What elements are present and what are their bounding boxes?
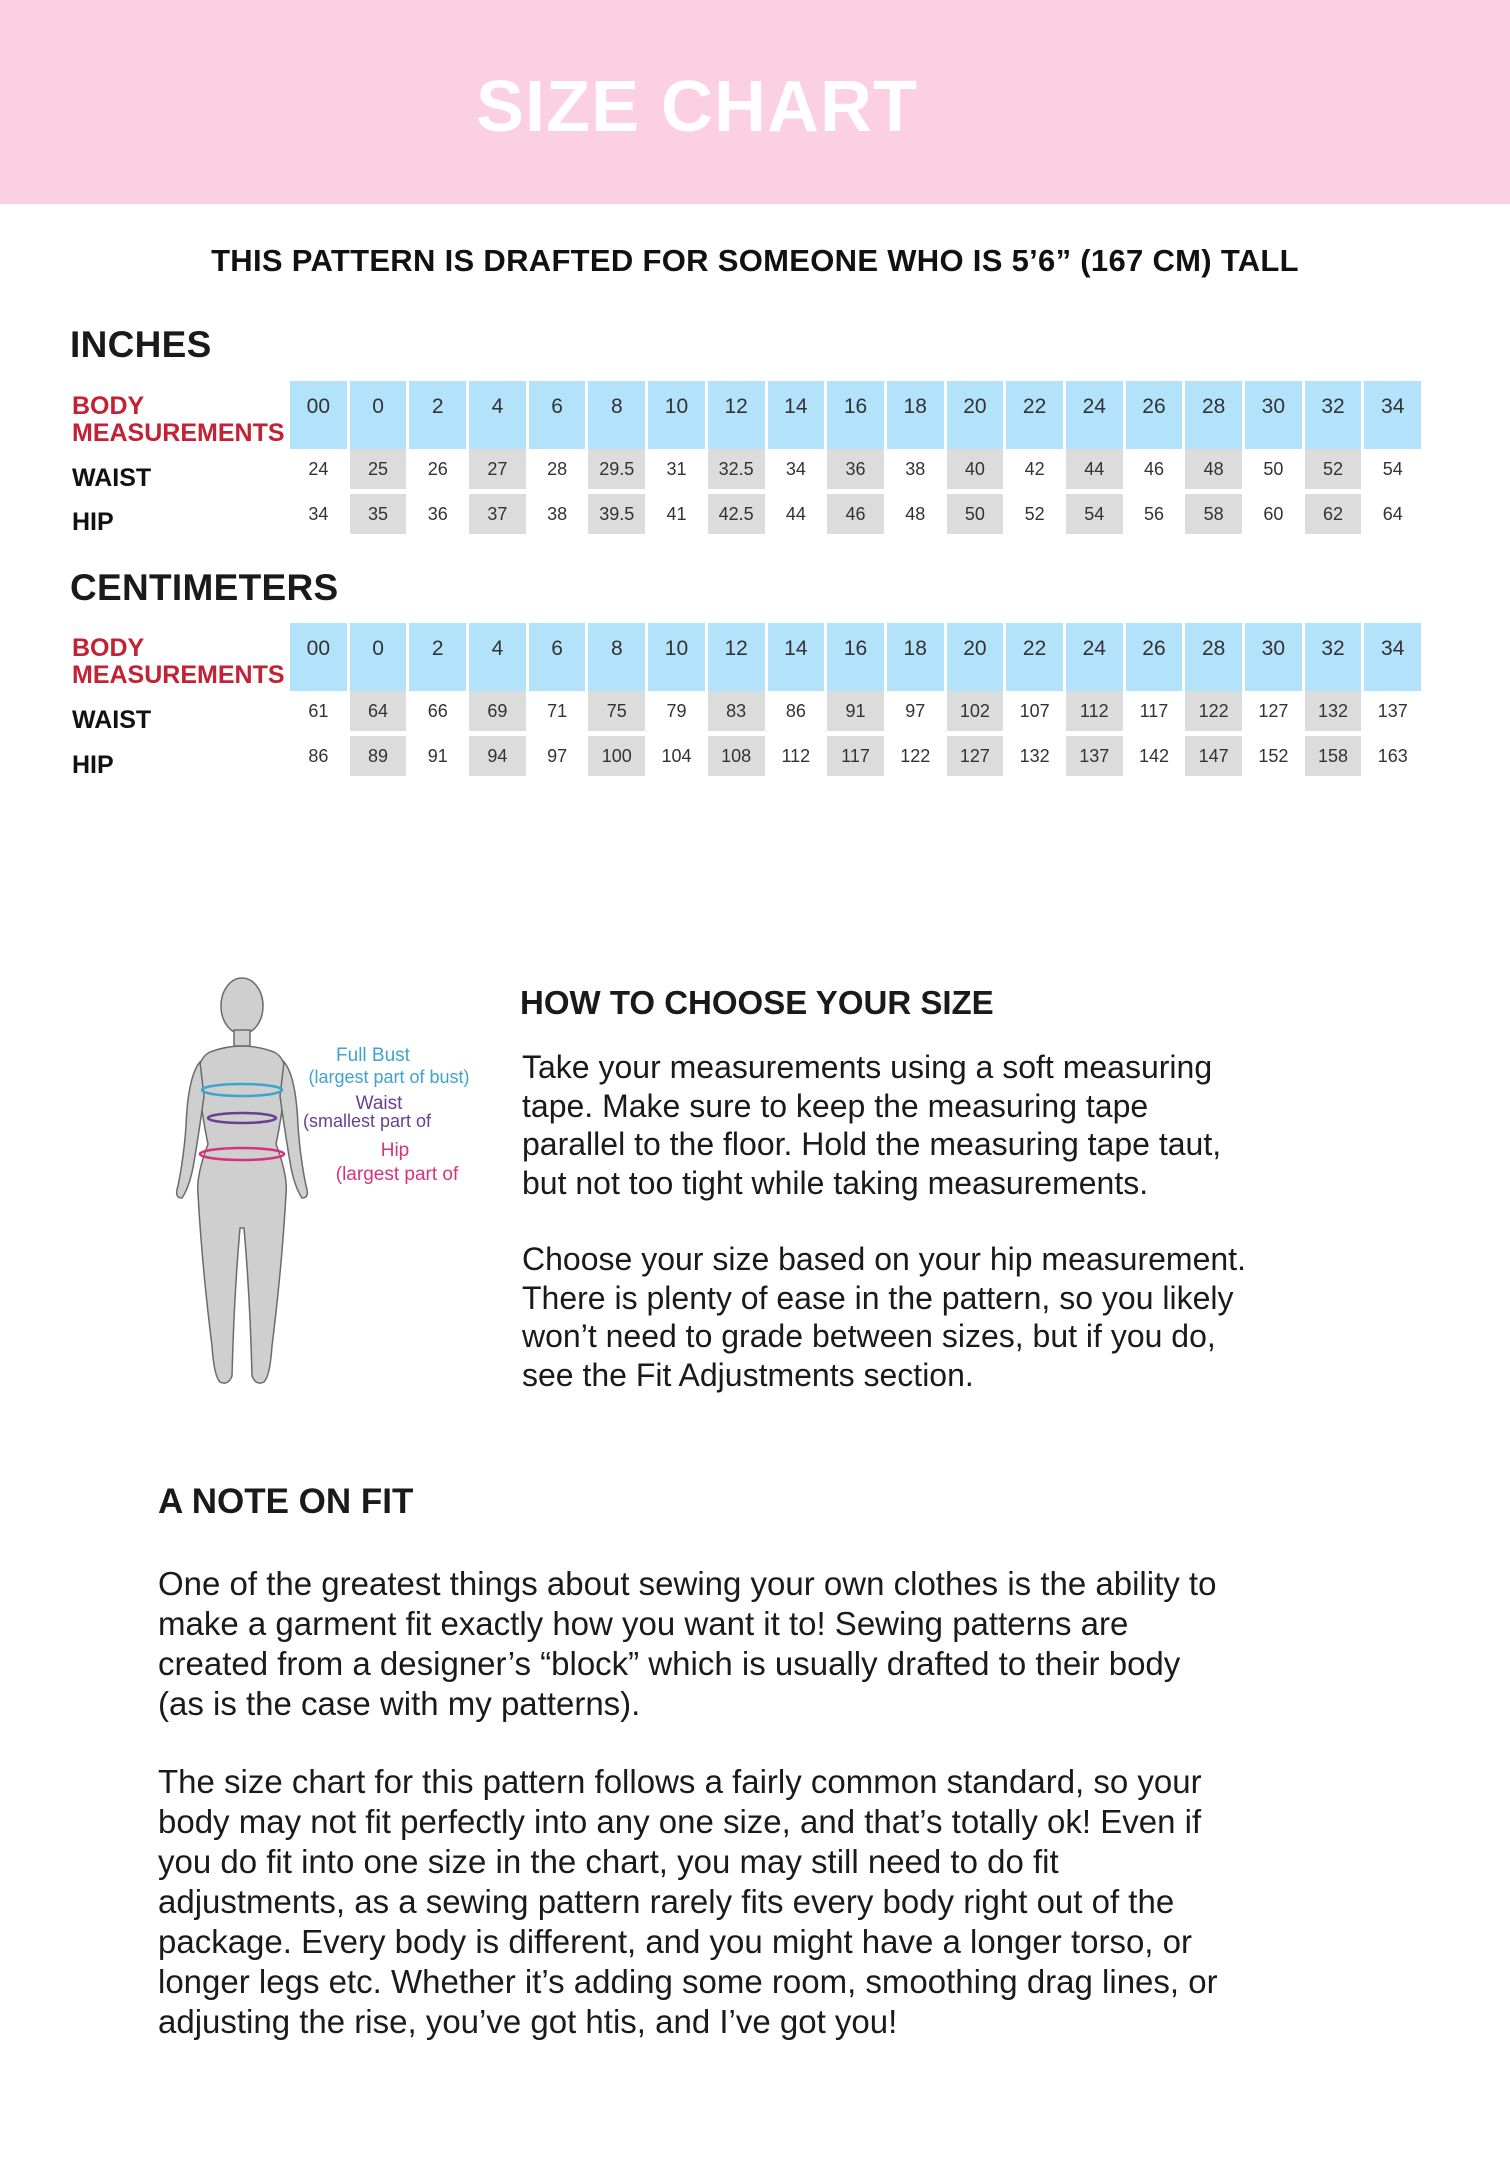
hip-value-cell: 142 (1138, 746, 1169, 766)
hip-value-cell: 94 (469, 736, 526, 776)
bust-label: Full Bust (336, 1045, 410, 1066)
waist-value-cell: 46 (1143, 459, 1164, 479)
hip-value-cell: 58 (1185, 494, 1242, 534)
size-header-cell: 12 (708, 381, 765, 449)
waist-value-cell: 61 (308, 701, 329, 721)
cm-hip-label: HIP (72, 751, 114, 779)
hip-value-cell: 104 (661, 746, 692, 766)
hip-value-cell: 112 (781, 746, 811, 766)
note-paragraph-1: One of the greatest things about sewing your own clothes is the ability to make a garment fit exactly how you want it to! Sewing patterns are created from a designer’s “block” which is usually drafted to their body (as is the case with my patterns). (158, 1565, 1217, 1722)
centimeters-heading: CENTIMETERS (70, 567, 339, 608)
waist-value-cell: 52 (1305, 449, 1362, 489)
size-header-cell: 00 (290, 381, 347, 449)
size-header-cell: 14 (768, 381, 825, 449)
waist-value-cell: 48 (1185, 449, 1242, 489)
how-to-heading: HOW TO CHOOSE YOUR SIZE (520, 984, 994, 1021)
hip-value-cell: 42.5 (708, 494, 765, 534)
how-to-paragraph-2: Choose your size based on your hip measurement. There is plenty of ease in the pattern, so you likely won’t need to grade between sizes, but if you do, see the Fit Adjustments section. (522, 1241, 1246, 1393)
how-to-paragraph-1: Take your measurements using a soft measuring tape. Make sure to keep the measuring tape parallel to the floor. Hold the measuring tape taut, but not too tight while taking measurements. (522, 1049, 1222, 1201)
waist-value-cell: 26 (427, 459, 448, 479)
hip-value-cell: 122 (900, 746, 931, 766)
hip-value-cell: 34 (308, 504, 329, 524)
size-header-cell: 18 (887, 623, 944, 691)
size-header-cell: 34 (1364, 381, 1421, 449)
hip-value-cell: 56 (1143, 504, 1164, 524)
hip-value-cell: 36 (427, 504, 448, 524)
size-header-cell: 22 (1006, 623, 1063, 691)
size-header-cell: 12 (708, 623, 765, 691)
waist-value-cell: 44 (1066, 449, 1123, 489)
hip-value-cell: 89 (350, 736, 407, 776)
hip-value-cell: 132 (1019, 746, 1050, 766)
size-header-cell: 4 (469, 381, 526, 449)
hip-value-cell: 52 (1024, 504, 1045, 524)
inches-body-label: BODY (72, 392, 145, 420)
waist-value-cell: 112 (1066, 691, 1123, 731)
waist-label: Waist (355, 1093, 403, 1114)
size-header-cell: 8 (588, 381, 645, 449)
inches-waist-row (290, 449, 1421, 489)
size-header-cell: 6 (529, 381, 586, 449)
waist-value-cell: 24 (308, 459, 329, 479)
size-header-cell: 34 (1364, 623, 1421, 691)
cm-waist-row (290, 691, 1421, 731)
hip-value-cell: 64 (1382, 504, 1403, 524)
size-header-cell: 30 (1245, 623, 1302, 691)
waist-value-cell: 79 (666, 701, 687, 721)
waist-value-cell: 50 (1263, 459, 1284, 479)
size-header-cell: 24 (1066, 623, 1123, 691)
size-header-cell: 0 (350, 623, 407, 691)
hip-value-cell: 137 (1066, 736, 1123, 776)
hip-value-cell: 41 (666, 504, 687, 524)
size-header-cell: 26 (1126, 623, 1183, 691)
hip-value-cell: 97 (547, 746, 568, 766)
inches-size-row (290, 381, 1421, 449)
waist-value-cell: 54 (1382, 459, 1403, 479)
hip-value-cell: 147 (1185, 736, 1242, 776)
size-header-cell: 28 (1185, 623, 1242, 691)
size-header-cell: 32 (1305, 381, 1362, 449)
inches-heading: INCHES (70, 324, 212, 365)
cm-hip-row (290, 736, 1421, 776)
waist-value-cell: 91 (827, 691, 884, 731)
cm-size-row (290, 623, 1421, 691)
waist-value-cell: 32.5 (708, 449, 765, 489)
size-header-cell: 20 (947, 623, 1004, 691)
size-header-cell: 6 (529, 623, 586, 691)
size-header-cell: 16 (827, 381, 884, 449)
size-header-cell: 18 (887, 381, 944, 449)
inches-hip-label: HIP (72, 508, 114, 536)
page-title: SIZE CHART (476, 67, 918, 147)
bust-sub-label: (largest part of bust) (308, 1067, 470, 1087)
size-header-cell: 30 (1245, 381, 1302, 449)
waist-value-cell: 36 (827, 449, 884, 489)
size-header-cell: 22 (1006, 381, 1063, 449)
size-header-cell: 2 (409, 381, 466, 449)
hip-value-cell: 163 (1377, 746, 1408, 766)
hip-value-cell: 158 (1305, 736, 1362, 776)
waist-value-cell: 117 (1139, 701, 1169, 721)
inches-measurements-label: MEASUREMENTS (72, 419, 285, 447)
size-header-cell: 26 (1126, 381, 1183, 449)
size-header-cell: 20 (947, 381, 1004, 449)
size-header-cell: 00 (290, 623, 347, 691)
waist-value-cell: 28 (547, 459, 568, 479)
hip-label: Hip (380, 1140, 410, 1161)
hip-value-cell: 50 (947, 494, 1004, 534)
hip-value-cell: 86 (308, 746, 329, 766)
size-header-cell: 14 (768, 623, 825, 691)
waist-value-cell: 69 (469, 691, 526, 731)
size-header-cell: 24 (1066, 381, 1123, 449)
size-header-cell: 8 (588, 623, 645, 691)
waist-value-cell: 29.5 (588, 449, 645, 489)
inches-hip-row (290, 494, 1421, 534)
waist-value-cell: 137 (1377, 701, 1408, 721)
waist-value-cell: 27 (469, 449, 526, 489)
waist-value-cell: 107 (1019, 701, 1050, 721)
body-measurement-figure (170, 966, 490, 1396)
size-header-cell: 10 (648, 623, 705, 691)
size-header-cell: 0 (350, 381, 407, 449)
note-paragraph-2: The size chart for this pattern follows a fairly common standard, so your body may not fit perfectly into any one size, and that’s totally ok! Even if you do fit into one size in the chart, you may still need to do fit adjustments, as a sewing pattern rarely fits every body right out of the package. Every body is different, and you might have a longer torso, or longer legs etc. Whether it’s adding some room, smoothing drag lines, or adjusting the rise, you’ve got htis, and I’ve got you! (158, 1763, 1218, 2040)
hip-value-cell: 38 (547, 504, 568, 524)
waist-value-cell: 38 (905, 459, 926, 479)
waist-value-cell: 71 (547, 701, 568, 721)
hip-value-cell: 62 (1305, 494, 1362, 534)
hip-value-cell: 117 (827, 736, 884, 776)
hip-value-cell: 152 (1258, 746, 1289, 766)
cm-measurements-label: MEASUREMENTS (72, 661, 285, 689)
hip-value-cell: 100 (588, 736, 645, 776)
waist-value-cell: 86 (785, 701, 806, 721)
hip-sub-label: (largest part of (335, 1164, 459, 1185)
hip-value-cell: 39.5 (588, 494, 645, 534)
waist-value-cell: 83 (708, 691, 765, 731)
waist-value-cell: 97 (905, 701, 926, 721)
waist-value-cell: 102 (947, 691, 1004, 731)
note-heading: A NOTE ON FIT (158, 1482, 414, 1521)
waist-value-cell: 122 (1185, 691, 1242, 731)
hip-value-cell: 46 (827, 494, 884, 534)
waist-value-cell: 34 (785, 459, 806, 479)
pattern-height-note: THIS PATTERN IS DRAFTED FOR SOMEONE WHO IS 5’6” (167 CM) TALL (211, 243, 1299, 278)
waist-value-cell: 132 (1305, 691, 1362, 731)
size-header-cell: 2 (409, 623, 466, 691)
body-silhouette (177, 978, 308, 1383)
size-header-cell: 4 (469, 623, 526, 691)
hip-value-cell: 108 (708, 736, 765, 776)
hip-value-cell: 127 (947, 736, 1004, 776)
hip-value-cell: 35 (350, 494, 407, 534)
hip-value-cell: 60 (1263, 504, 1284, 524)
size-header-cell: 32 (1305, 623, 1362, 691)
waist-value-cell: 64 (350, 691, 407, 731)
waist-value-cell: 25 (350, 449, 407, 489)
cm-body-label: BODY (72, 634, 145, 662)
waist-value-cell: 127 (1258, 701, 1289, 721)
waist-sub-label: (smallest part of (302, 1111, 432, 1131)
size-header-cell: 28 (1185, 381, 1242, 449)
size-header-cell: 10 (648, 381, 705, 449)
waist-value-cell: 31 (666, 459, 687, 479)
hip-value-cell: 37 (469, 494, 526, 534)
hip-value-cell: 91 (427, 746, 448, 766)
size-header-cell: 16 (827, 623, 884, 691)
inches-waist-label: WAIST (72, 464, 152, 492)
waist-value-cell: 42 (1024, 459, 1045, 479)
waist-value-cell: 75 (588, 691, 645, 731)
hip-value-cell: 48 (905, 504, 926, 524)
hip-value-cell: 44 (785, 504, 806, 524)
waist-value-cell: 66 (427, 701, 448, 721)
hip-value-cell: 54 (1066, 494, 1123, 534)
waist-value-cell: 40 (947, 449, 1004, 489)
cm-waist-label: WAIST (72, 706, 152, 734)
